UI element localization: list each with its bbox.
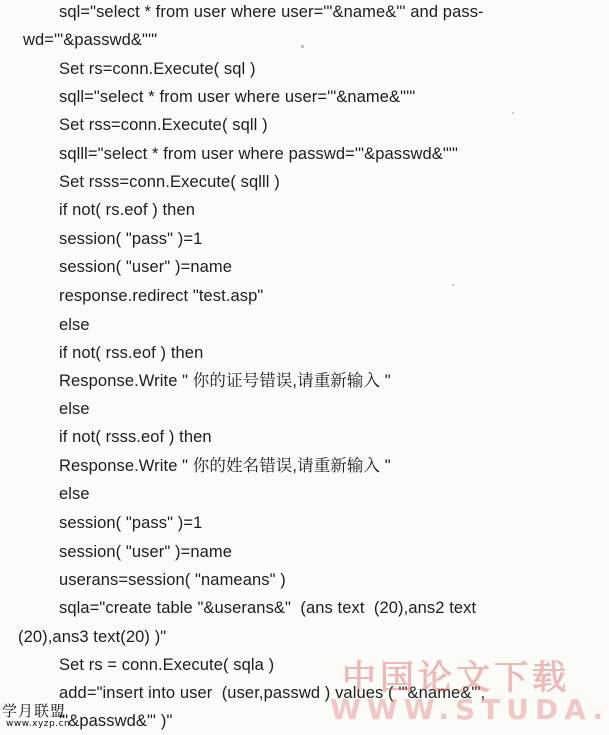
- code-line: else: [59, 316, 90, 334]
- code-line: else: [59, 485, 90, 503]
- code-line: session( "pass" )=1: [59, 230, 203, 248]
- scan-speck: [512, 112, 514, 114]
- code-line: sqla="create table "&userans&" (ans text (20),ans2 text: [59, 599, 477, 617]
- code-line: Set rs=conn.Execute( sql ): [59, 60, 256, 78]
- code-line: session( "pass" )=1: [59, 514, 203, 532]
- code-line: if not( rss.eof ) then: [59, 344, 204, 362]
- code-line: wd='"&passwd&"'": [23, 31, 158, 49]
- watermark-logo-url: www.xyzp.cn: [6, 719, 71, 729]
- code-line: Response.Write " 你的证号错误,请重新输入 ": [59, 372, 391, 390]
- code-line: if not( rs.eof ) then: [59, 201, 195, 219]
- watermark-logo: 学月联盟: [2, 702, 67, 720]
- code-line: Set rs = conn.Execute( sqla ): [59, 656, 275, 674]
- code-line: response.redirect "test.asp": [59, 287, 264, 305]
- code-line: session( "user" )=name: [59, 543, 233, 561]
- code-line: '"&passwd&"' )": [59, 712, 173, 730]
- code-line: sqll="select * from user where user='"&name&"'": [59, 88, 416, 106]
- code-line: (20),ans3 text(20) )": [18, 628, 167, 646]
- code-line: add="insert into user (user,passwd ) values ( '"&name&"',: [59, 684, 486, 702]
- code-line: if not( rsss.eof ) then: [59, 428, 212, 446]
- code-line: session( "user" )=name: [59, 258, 233, 276]
- code-line: Response.Write " 你的姓名错误,请重新输入 ": [59, 457, 391, 475]
- code-line: Set rsss=conn.Execute( sqlll ): [59, 173, 280, 191]
- code-line: Set rss=conn.Execute( sqll ): [59, 116, 268, 134]
- watermark-url: WWW.STUDA.: [330, 693, 609, 726]
- code-line: sql="select * from user where user='"&name&"' and pass-: [59, 3, 484, 21]
- scan-speck: [301, 45, 304, 48]
- code-line: else: [59, 400, 90, 418]
- code-line: userans=session( "nameans" ): [59, 571, 286, 589]
- scan-speck: [452, 284, 454, 286]
- watermark-chinese: 中国论文下载: [342, 658, 570, 698]
- code-line: sqlll="select * from user where passwd='"&passwd&"'": [59, 145, 459, 163]
